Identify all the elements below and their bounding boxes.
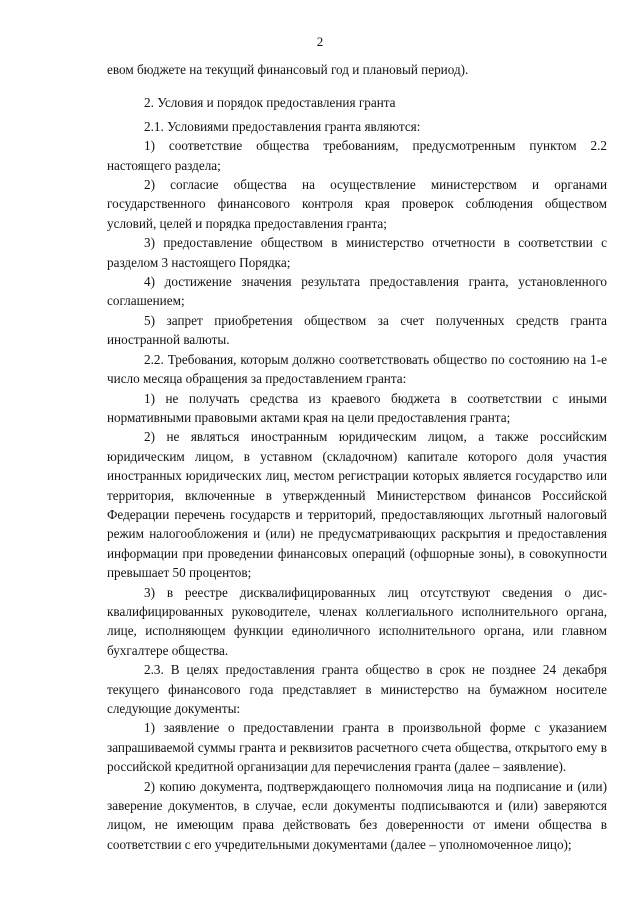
paragraph-2-1-item-1: 1) соответствие общества требованиям, предусмотренным пунктом 2.2 настоящего раздела; bbox=[107, 138, 607, 173]
paragraph-2-3: 2.3. В целях предоставления гранта общество в срок не позднее 24 декабря текущего финансового года представляет в министерство на бумажном носителе следующие документы: bbox=[107, 662, 607, 716]
paragraph-continuation: евом бюджете на текущий финансовый год и плановый период). bbox=[107, 62, 469, 77]
paragraph-2-1-item-3: 3) предоставление обществом в министерство отчетности в соответствии с разделом 3 настоящего Порядка; bbox=[107, 235, 607, 270]
paragraph-2-2-item-3: 3) в реестре дисквалифицированных лиц отсутствуют сведения о дисквалифицированных руководителе, членах коллегиального исполнительного органа, лице, исполняющем функции единоличного исполнительного органа, или главном бухгалтере общества. bbox=[107, 584, 607, 658]
paragraph-2-2-item-1: 1) не получать средства из краевого бюджета в соответствии с иными нормативными правовыми актами края на цели предоставления гранта; bbox=[107, 390, 607, 425]
paragraph-2-3-item-1: 1) заявление о предоставлении гранта в произвольной форме с указанием запрашиваемой суммы гранта и реквизитов расчетного счета общества, открытого ему в российской кредитной организации для перечисления гранта (далее – заявление). bbox=[107, 720, 607, 775]
paragraph-2-2: 2.2. Требования, которым должно соответствовать общество по состоянию на 1-е число месяца обращения за предоставлением гранта: bbox=[107, 351, 607, 387]
page-number: 2 bbox=[316, 34, 324, 49]
paragraph-2-1-item-2: 2) согласие общества на осуществление министерством и органами государственного финансового контроля края проверок соблюдения обществом условий, целей и порядка предоставления гранта; bbox=[107, 177, 607, 231]
paragraph-2-1-item-5: 5) запрет приобретения обществом за счет полученных средств гранта иностранной валюты. bbox=[107, 312, 607, 348]
paragraph-2-3-item-2: 2) копию документа, подтверждающего полномочия лица на подписание и (или) заверение документов, в случае, если документы подписываются и (или) заверяются лицом, не имеющим права действовать без доверенности от имени общества в соответствии с его учредительными документами (далее – уполномоченное лицо); bbox=[107, 778, 607, 852]
paragraph-2-2-item-2: 2) не являться иностранным юридическим лицом, а также российским юридическим лицом, в уставном (складочном) капитале которого доля участия иностранных юридических лиц, местом регистрации которых является государство или территория, включенные в утвержденный Министерством финансов Российской Федерации перечень государств и территорий, предоставляющих льготный налоговый режим налогообложения и (или) не предусматривающих раскрытия и предоставления информации при проведении финансовых операций (офшорные зоны), в совокупности превышает 50 процентов; bbox=[107, 429, 607, 581]
section-heading: 2. Условия и порядок предоставления гранта bbox=[144, 95, 396, 111]
paragraph-2-1-item-4: 4) достижение значения результата предоставления гранта, установленного соглашением; bbox=[107, 274, 607, 309]
document-body bbox=[107, 60, 607, 854]
paragraph-2-1: 2.1. Условиями предоставления гранта являются: bbox=[144, 118, 421, 134]
